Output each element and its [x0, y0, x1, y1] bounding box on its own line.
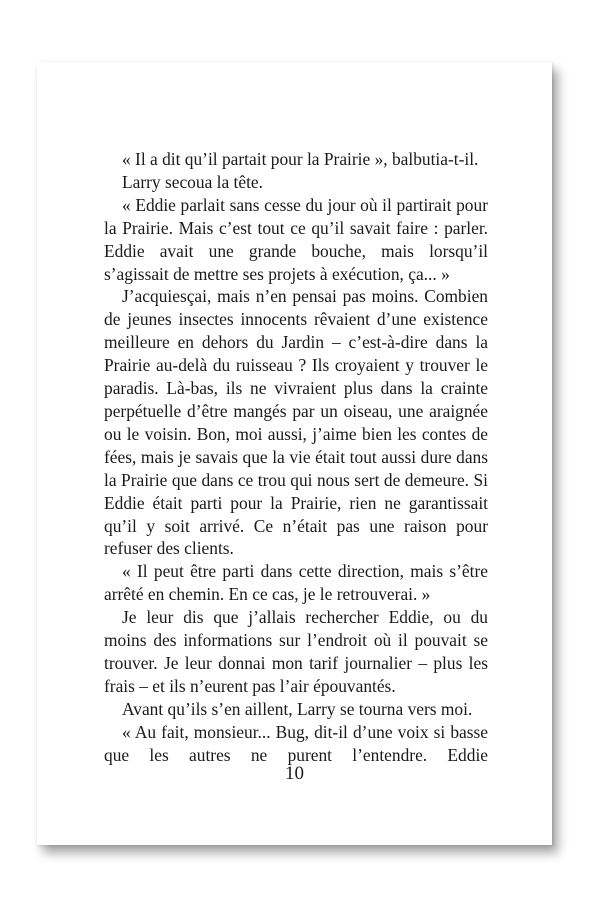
- body-text: [104, 148, 488, 766]
- paragraph-3: « Eddie parlait sans cesse du jour où il partirait pour la Prairie. Mais c’est tout ce qu’il savait faire : parler. Eddie avait une grande bouche, mais lorsqu’il s’agissait de mettre ses projets à exécution, ça... »: [104, 194, 488, 284]
- paragraph-6: Je leur dis que j’allais rechercher Eddie, ou du moins des informations sur l’endroit où il pouvait se trouver. Je leur donnai mon tarif journalier – plus les frais – et ils n’eurent pas l’air épouvantés.: [104, 607, 488, 696]
- paragraph-2: Larry secoua la tête.: [122, 171, 263, 192]
- page-number: 10: [285, 763, 304, 784]
- paragraph-4: J’acquiesçai, mais n’en pensai pas moins. Combien de jeunes insectes innocents rêvaient d’une existence meilleure en dehors du Jardin – c’est-à-dire dans la Prairie au-delà du ruisseau ? Ils croyaient y trouver le paradis. Là-bas, ils ne vivraient plus dans la crainte perpétuelle d’être mangés par un oiseau, une araignée ou le voisin. Bon, moi aussi, j’aime bien les contes de fées, mais je savais que la vie était tout aussi dure dans la Prairie que dans ce trou qui nous sert de demeure. Si Eddie était parti pour la Prairie, rien ne garantissait qu’il y soit arrivé. Ce n’était pas une raison pour refuser des clients.: [104, 286, 488, 559]
- book-page: [37, 62, 552, 845]
- paragraph-8: « Au fait, monsieur... Bug, dit-il d’une voix si basse que les autres ne purent l’entendre. Eddie: [104, 721, 488, 765]
- paragraph-7: Avant qu’ils s’en aillent, Larry se tourna vers moi.: [122, 698, 473, 719]
- paragraph-5: « Il peut être parti dans cette direction, mais s’être arrêté en chemin. En ce cas, je le retrouverai. »: [104, 561, 488, 605]
- paragraph-1: « Il a dit qu’il partait pour la Prairie », balbutia-t-il.: [122, 149, 479, 169]
